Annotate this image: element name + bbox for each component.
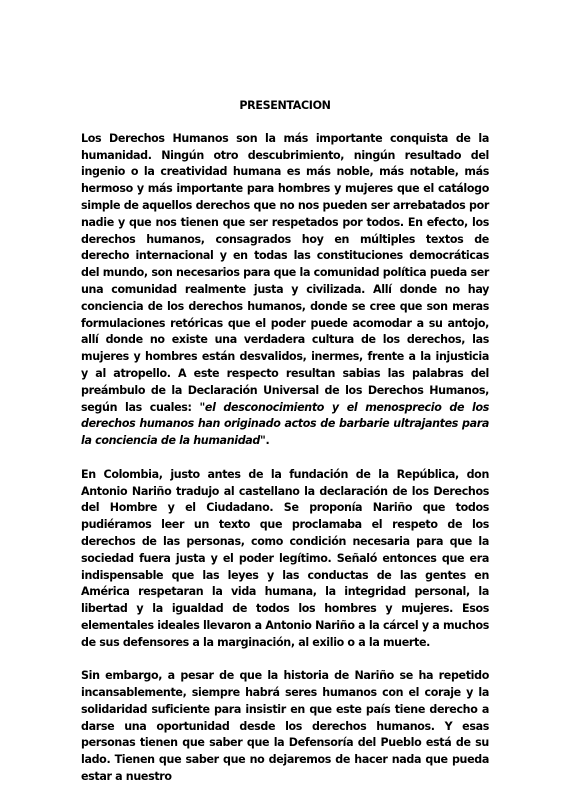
paragraph-2: En Colombia, justo antes de la fundación de la República, don Antonio Nariño tradujo al castellano la declaración de los Derechos del Hombre y el Ciudadano. Se proponía Nariño que todos pudiéramos leer un texto que proclamaba el respeto de los derechos de las personas, como condición necesaria para que la sociedad fuera justa y el poder legítimo. Señaló entonces que era indispensable que las leyes y las conductas de las gentes en América respetaran la vida humana, la integridad personal, la libertad y la igualdad de todos los hombres y mujeres. Esos elementales ideales llevaron a Antonio Nariño a la cárcel y a muchos de sus defensores a la marginación, al exilio o a la muerte. (81, 467, 489, 649)
paragraph-3: Sin embargo, a pesar de que la historia de Nariño se ha repetido incansablemente, siempre habrá seres humanos con el coraje y la solidaridad suficiente para insistir en que este país tiene derecho a darse una oportunidad desde los derechos humanos. Y esas personas tienen que saber que la Defensoría del Pueblo está de su lado. Tienen que saber que no dejaremos de hacer nada que pueda estar a nuestro (81, 669, 489, 784)
document-body (81, 98, 489, 786)
declaration-quotation: el desconocimiento y el menosprecio de los derechos humanos han originado actos de barbarie ultrajantes para la conciencia de la humanidad (81, 400, 489, 448)
close-quote: ". (260, 434, 270, 448)
paragraph-1-text: Los Derechos Humanos son la más importante conquista de la humanidad. Ningún otro descubrimiento, ningún resultado del ingenio o la creatividad humana es más noble, más notable, más hermoso y más importante para hombres y mujeres que el catálogo simple de aquellos derechos que no nos pueden ser arrebatados por nadie y que nos tienen que ser respetados por todos. En efecto, los derechos humanos, consagrados hoy en múltiples textos de derecho internacional y en todas las constituciones democráticas del mundo, son necesarios para que la comunidad política pueda ser una comunidad realmente justa y civilizada. Allí donde no hay conciencia de los derechos humanos, donde se cree que son meras formulaciones retóricas que el poder puede acomodar a su antojo, allí donde no existe una verdadera cultura de los derechos, las mujeres y hombres están desvalidos, inermes, frente a la injusticia y al atropello. A este respecto resultan sabias las palabras del preámbulo de la Declaración Universal de los Derechos Humanos, según las cuales: (81, 131, 489, 414)
page-title: PRESENTACION (239, 99, 331, 112)
paragraph-1 (81, 131, 489, 450)
open-quote: " (199, 400, 205, 414)
